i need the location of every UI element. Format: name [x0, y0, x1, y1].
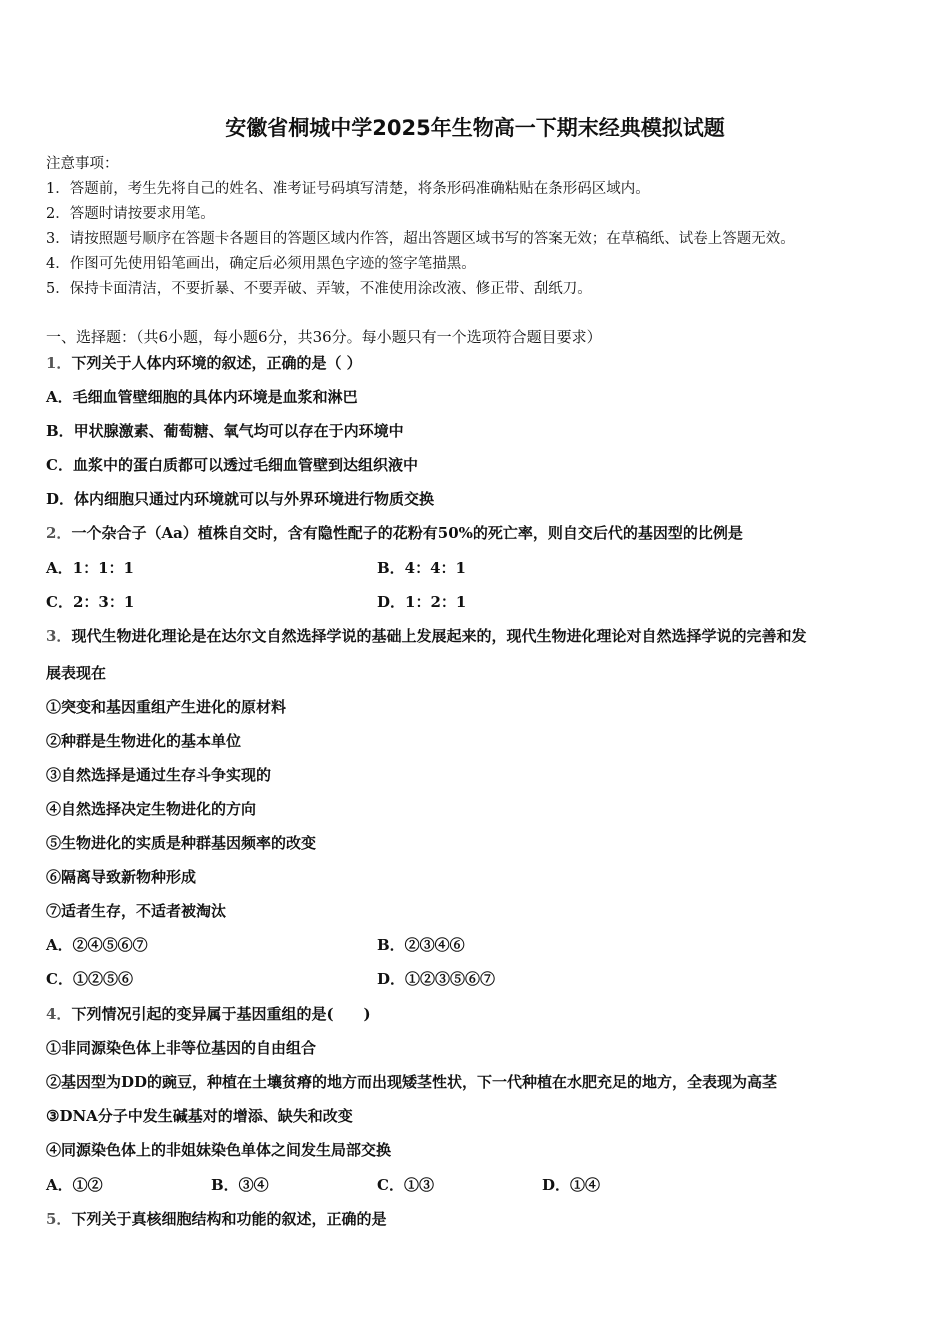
question-5-stem: 5．下列关于真核细胞结构和功能的叙述，正确的是: [46, 1210, 387, 1228]
question-2-option-c: C．2：3：1: [46, 593, 135, 611]
question-number: 2．: [46, 524, 72, 542]
notice-item-2: 2．答题时请按要求用笔。: [46, 206, 215, 222]
question-3-item-5: ⑤生物进化的实质是种群基因频率的改变: [46, 834, 317, 852]
question-3-item-3: ③自然选择是通过生存斗争实现的: [46, 766, 272, 784]
question-4-item-4: ④同源染色体上的非姐妹染色单体之间发生局部交换: [46, 1141, 392, 1159]
question-1-option-d: D．体内细胞只通过内环境就可以与外界环境进行物质交换: [46, 490, 435, 508]
question-4-option-d: D．①④: [542, 1176, 601, 1194]
question-number: 3．: [46, 627, 72, 645]
question-4-option-c: C．①③: [377, 1176, 434, 1194]
page-title: 安徽省桐城中学2025年生物高一下期末经典模拟试题: [225, 116, 725, 140]
question-number: 4．: [46, 1005, 72, 1023]
question-4-stem: 4．下列情况引起的变异属于基因重组的是( ): [46, 1005, 371, 1023]
question-4-option-b: B．③④: [211, 1176, 269, 1194]
notice-item-4: 4．作图可先使用铅笔画出，确定后必须用黑色字迹的签字笔描黑。: [46, 256, 476, 272]
question-3-stem-continued: 展表现在: [46, 664, 107, 682]
section-heading: 一、选择题：（共6小题，每小题6分，共36分。每小题只有一个选项符合题目要求）: [46, 328, 602, 346]
question-1-option-a: A．毛细血管壁细胞的具体内环境是血浆和淋巴: [46, 388, 358, 406]
notice-heading: 注意事项：: [46, 156, 119, 172]
question-4-item-2: ②基因型为DD的豌豆，种植在土壤贫瘠的地方而出现矮茎性状，下一代种植在水肥充足的地方，全表现为高茎: [46, 1073, 778, 1091]
question-2-option-b: B．4：4：1: [377, 559, 466, 577]
question-4-item-3: ③DNA分子中发生碱基对的增添、缺失和改变: [46, 1107, 353, 1125]
question-3-item-6: ⑥隔离导致新物种形成: [46, 868, 197, 886]
question-4-item-1: ①非同源染色体上非等位基因的自由组合: [46, 1039, 317, 1057]
question-2-stem: 2．一个杂合子（Aa）植株自交时，含有隐性配子的花粉有50%的死亡率，则自交后代的基因型的比例是: [46, 524, 743, 542]
question-3-item-7: ⑦适者生存，不适者被淘汰: [46, 902, 227, 920]
question-1-option-c: C．血浆中的蛋白质都可以透过毛细血管壁到达组织液中: [46, 456, 418, 474]
question-3-option-d: D．①②③⑤⑥⑦: [377, 970, 496, 988]
notice-item-5: 5．保持卡面清洁，不要折暴、不要弄破、弄皱，不准使用涂改液、修正带、刮纸刀。: [46, 281, 592, 297]
question-1-option-b: B．甲状腺激素、葡萄糖、氧气均可以存在于内环境中: [46, 422, 404, 440]
question-3-option-a: A．②④⑤⑥⑦: [46, 936, 148, 954]
question-3-stem: 3．现代生物进化理论是在达尔文自然选择学说的基础上发展起来的，现代生物进化理论对自然选择学说的完善和发: [46, 627, 807, 645]
question-number: 1．: [46, 354, 72, 372]
notice-item-1: 1．答题前，考生先将自己的姓名、准考证号码填写清楚，将条形码准确粘贴在条形码区域内。: [46, 181, 650, 197]
question-3-item-1: ①突变和基因重组产生进化的原材料: [46, 698, 287, 716]
question-2-option-a: A．1：1：1: [46, 559, 134, 577]
question-1-stem: 1．下列关于人体内环境的叙述，正确的是（ ）: [46, 354, 362, 372]
notice-item-3: 3．请按照题号顺序在答题卡各题目的答题区域内作答，超出答题区域书写的答案无效；在草稿纸、试卷上答题无效。: [46, 231, 795, 247]
question-number: 5．: [46, 1210, 72, 1228]
question-3-option-c: C．①②⑤⑥: [46, 970, 133, 988]
question-2-option-d: D．1：2：1: [377, 593, 467, 611]
question-3-item-2: ②种群是生物进化的基本单位: [46, 732, 242, 750]
question-3-option-b: B．②③④⑥: [377, 936, 465, 954]
question-4-option-a: A．①②: [46, 1176, 103, 1194]
question-3-item-4: ④自然选择决定生物进化的方向: [46, 800, 257, 818]
